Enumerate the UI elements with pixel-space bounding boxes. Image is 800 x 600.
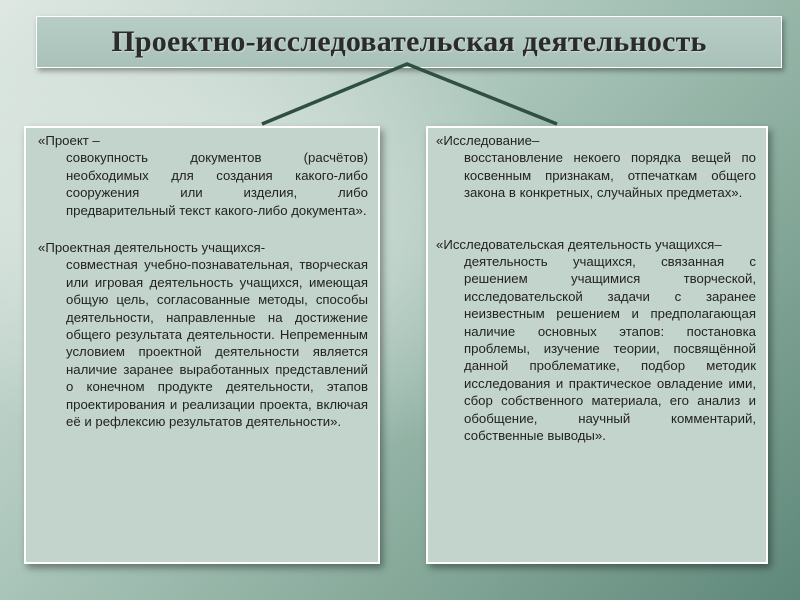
research-activity-term: «Исследовательская деятельность учащихся– xyxy=(436,236,722,252)
spacer xyxy=(38,219,368,239)
project-activity-term: «Проектная деятельность учащихся- xyxy=(38,240,266,256)
title-bar xyxy=(36,16,782,68)
research-term: «Исследование– xyxy=(436,133,540,148)
spacer xyxy=(436,202,756,236)
research-activity-definition: деятельность учащихся, связанная с решением учащимися творческой, исследовательской задачи с заранее неизвестным решением и предполагающая наличие основных этапов: постановка проблемы, изучение теории, посвящённой данной проблематике, подбор методик исследования и практическое овладение ими, сбор собственного материала, его анализ и обобщение, научный комментарий, собственные выводы». xyxy=(464,254,756,444)
connector-line xyxy=(262,64,557,124)
project-term: «Проект – xyxy=(38,133,100,148)
project-definitions-box xyxy=(24,126,380,564)
project-definition: совокупность документов (расчётов) необходимых для создания какого-либо сооружения или изделия, либо предварительный текст какого-либо документа». xyxy=(66,150,368,218)
project-activity-definition: совместная учебно-познавательная, творческая или игровая деятельность учащихся, имеющая общую цель, согласованные методы, способы деятельности, направленные на достижение общего результата деятельности. Непременным условием проектной деятельности является наличие заранее выработанных представлений о конечном продукте деятельности, этапов проектирования и реализации проекта, включая её и рефлексию результатов деятельности». xyxy=(66,257,368,430)
research-definition: восстановление некоего порядка вещей по косвенным признакам, отпечаткам общего закона в конкретных, случайных предметах». xyxy=(464,150,756,201)
page-title: Проектно-исследовательская деятельность xyxy=(111,25,707,58)
research-definitions-box xyxy=(426,126,768,564)
